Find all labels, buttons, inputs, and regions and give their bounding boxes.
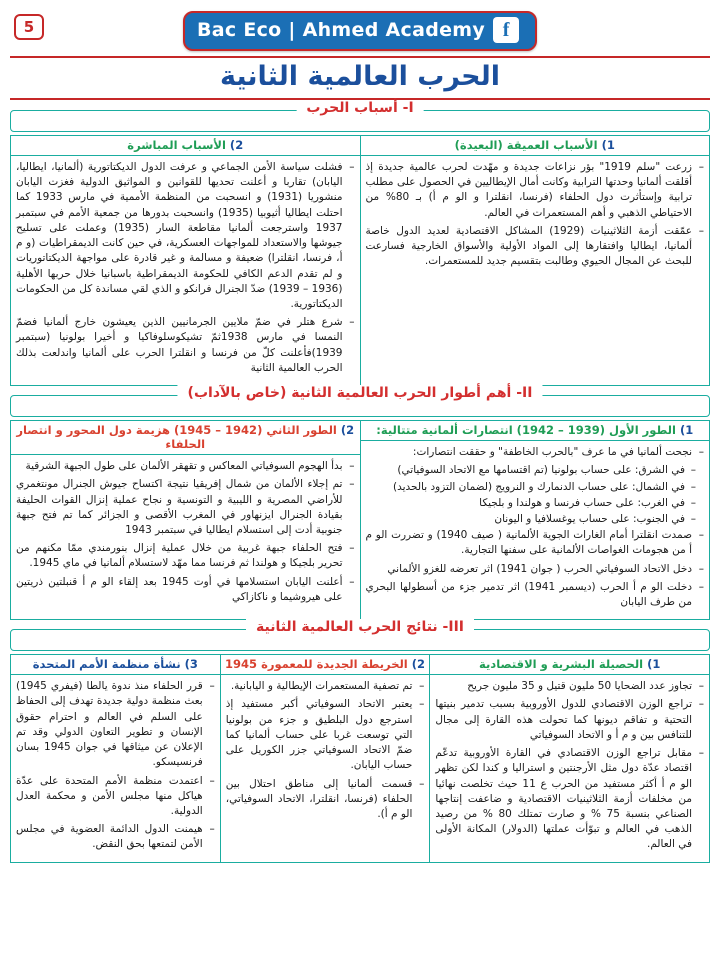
list-item: – مقابل تراجع الوزن الاقتصادي في القارة الأوروبية تدعّم اقتصاد عدّة دول مثل الأرجنتين و استراليا و كندا لكن تظهر الو م أ أكثر مستفيد من الحرب ع 11 حيث تخلصت نهائيا من مخلفات أزمة الثلاثينيات الاقتصادية و ضاعفت إنتاجها الصناعي بنسبة 75 % و صارت تمتلك 80 % من رصيد الذهب في العالم و تبوّأت عملتها (الدولار) المكانة الأولى في العالم.	[435, 746, 704, 853]
column-number: 2)	[340, 423, 355, 438]
column-number: 1)	[601, 138, 615, 152]
page-title: الحرب العالمية الثانية	[10, 56, 710, 100]
facebook-icon: f	[493, 17, 519, 43]
column-number: 3)	[184, 657, 198, 672]
causes-direct-cell	[11, 136, 361, 386]
section-causes	[10, 100, 710, 386]
stage-one-header	[361, 421, 710, 441]
section-causes-band	[10, 100, 710, 132]
list-item: – دخل الاتحاد السوفياتي الحرب ( جوان 1941) اثر تعرضه للغزو الألماني	[366, 562, 705, 577]
list-item: – فتح الحلفاء جبهة غربية من خلال عملية إنزال بنورمندي ممّا مكنهم من تحرير بلجيكا و هولندا ثم فرنسا مما مهّد لاستسلام ألمانيا في ماي 1945.	[16, 541, 355, 571]
section-causes-title: I- أسباب الحرب	[296, 100, 423, 116]
list-item: – هيمنت الدول الدائمة العضوية في مجلس الأمن لتمتعها بحق النقض.	[16, 822, 215, 852]
list-item: – قسمت ألمانيا إلى مناطق احتلال بين الحلفاء (فرنسا، انقلترا، الاتحاد السوفياتي، الو م أ).	[226, 777, 425, 823]
causes-deep-header	[361, 136, 710, 156]
list-item: – دخلت الو م أ الحرب (ديسمبر 1941) اثر تدمير جزء من أسطولها البحري من طرف اليابان	[366, 580, 705, 610]
stage-one-list	[366, 445, 705, 460]
list-item: – أعلنت اليابان استسلامها في أوت 1945 بعد إلقاء الو م أ قنبلتين ذريتين على هيروشيما و ناكازاكي	[16, 575, 355, 605]
list-item: – صمدت انقلترا أمام الغارات الجوية الألمانية ( صيف 1940) و تضررت الو م أ من هجومات الغواصات الألمانية على سفنها التجارية.	[366, 528, 705, 558]
list-item: – زرعت "سلم 1919" بؤر نزاعات جديدة و مهّدت لحرب عالمية جديدة إذ أقلقت ألمانيا وحدتها الترابية وكانت أمال الإيطاليين في الحصول على مطلب ترابية وإستأثرت دول الحلفاء (فرنسا، انقلترا و الو م أ) بـ 80% من الاحتياطي الذهبي و أهم المستعمرات في العالم.	[366, 160, 705, 221]
results-economy-cell	[430, 655, 710, 862]
section-results-table	[10, 654, 710, 862]
section-stages-title: II- أهم أطوار الحرب العالمية الثانية (خاص بالآداب)	[178, 385, 543, 401]
list-item: – اعتمدت منظمة الأمم المتحدة على عدّة هياكل منها مجلس الأمن و محكمة العدل الدولية.	[16, 774, 215, 820]
results-un-list	[16, 679, 215, 852]
causes-direct-list	[16, 160, 355, 376]
brand-logo	[183, 11, 537, 51]
column-title: الطور الثاني (1942 – 1945) هزيمة دول المحور و انتصار الحلفاء	[16, 423, 337, 452]
section-results	[10, 619, 710, 862]
causes-deep-list	[366, 160, 705, 270]
section-results-band	[10, 619, 710, 651]
results-economy-header	[430, 655, 709, 675]
column-title: الأسباب العميقة (البعيدة)	[454, 138, 598, 152]
causes-direct-header	[11, 136, 360, 156]
list-item: – بدأ الهجوم السوفياتي المعاكس و تقهقر الألمان على طول الجبهة الشرقية	[16, 459, 355, 474]
stage-one-sublist	[366, 463, 705, 527]
list-item: – في الشمال: على حساب الدنمارك و النرويج (لضمان التزود بالحديد)	[366, 480, 697, 495]
list-item: – تم إجلاء الألمان من شمال إفريقيا نتيجة اكتساح جيوش الجنرال مونتغمري للأراضي المصرية و الليبية و التونسية و نجاح عملية إنزال القوات الحليفة بقيادة الجنرال ايزنهاور في المغرب الأقصى و الجزائر كما تم فتح جبهة جنوبية أدت إلى استسلام ايطاليا في سبتمبر 1943	[16, 477, 355, 538]
column-title: نشأة منظمة الأمم المتحدة	[32, 657, 181, 672]
stage-two-header	[11, 421, 360, 455]
list-item: – في الشرق: على حساب بولونيا (تم اقتسامها مع الاتحاد السوفياتي)	[366, 463, 697, 478]
column-number: 1)	[679, 423, 694, 438]
stage-one-cell	[360, 421, 710, 620]
page-header	[10, 8, 710, 54]
results-map-header	[221, 655, 430, 675]
list-item: – في الجنوب: على حساب يوغسلافيا و اليونان	[366, 512, 697, 527]
results-map-cell	[220, 655, 430, 862]
list-item: – عمّقت أزمة الثلاثينيات (1929) المشاكل الاقتصادية لعديد الدول خاصة ألمانيا، ايطاليا وافتقارها إلى المواد الأولية والأسواق الخارجية فسارعت للبحث عن المجال الحيوي وطالبت بتقسيم جديد للمستعمرات.	[366, 224, 705, 270]
column-number: 1)	[647, 657, 661, 672]
stage-two-cell	[11, 421, 361, 620]
list-item: – تم تصفية المستعمرات الإيطالية و اليابانية.	[226, 679, 425, 694]
list-item: – يعتبر الاتحاد السوفياتي أكبر مستفيد إذ استرجع دول البلطيق و جزء من بولونيا التي توسعت غربا على حساب ألمانيا كما ضمّ الاتحاد السوفياتي جزر الكوريل على حساب اليابان.	[226, 697, 425, 773]
causes-deep-cell	[360, 136, 710, 386]
list-item: – شرع هتلر في ضمّ ملايين الجرمانيين الذين يعيشون خارج ألمانيا فضمّ النمسا في مارس 1938ثمّ تشيكوسلوفاكيا و أخيرا بولونيا (سبتمبر 1939)فأعلنت كلّ من فرنسا و انقلترا الحرب على ألمانيا واندلعت بذلك الحرب العالمية الثانية	[16, 315, 355, 376]
list-item: – تجاوز عدد الضحايا 50 مليون قتيل و 35 مليون جريح	[435, 679, 704, 694]
section-causes-table	[10, 135, 710, 386]
page-number-badge: 5	[14, 14, 44, 40]
section-stages-table	[10, 420, 710, 620]
column-title: الأسباب المباشرة	[127, 138, 226, 152]
results-un-cell	[11, 655, 221, 862]
list-item: – تراجع الوزن الاقتصادي للدول الأوروبية بسبب تدمير بنيتها التحتية و تفاقم ديونها كما تحولت هذه القارة إلى مجال للتنافس بين و م أ و الاتحاد السوفياتي	[435, 697, 704, 743]
results-economy-list	[435, 679, 704, 852]
list-item: – في الغرب: على حساب فرنسا و هولندا و بلجيكا	[366, 496, 697, 511]
column-title: الخريطة الجديدة للمعمورة 1945	[225, 657, 408, 672]
list-item: – نجحت ألمانيا في ما عرف "بالحرب الخاطفة" و حققت انتصارات:	[366, 445, 705, 460]
section-stages-band	[10, 385, 710, 417]
list-item: – فشلت سياسة الأمن الجماعي و عرفت الدول الديكتاتورية (ألمانيا، ايطاليا، اليابان) تقاربا و أعلنت تحديها للقوانين و المواثيق الدولية فغزت اليابان منشوريا (1931) و انسحبت من المنظمة الأممية في مارس 1933 كما احتلت ايطاليا أثيوبيا (1935) وانسحبت بدورها من جمعية الأمم في سبتمبر 1937 واسترجعت ألمانيا مقاطعة السار (1935) وعملت على تسليح جيوشها والاستعداد للمواجهات العسكرية، في حين كانت الديمقراطيات (و م أ، فرنسا، انقلترا) ضعيفة و مسالمة و غير قادرة على مواجهة الديكتاتوريات و لم تقدم الدعم الكافي للحكومة الديمقراطية باسبانيا خلال حربها الأهلية (1936 – 1939) ضدّ الجنرال فرانكو و الذي لقي مساندة كل من الحكومات الديكتاتورية.	[16, 160, 355, 312]
results-un-header	[11, 655, 220, 675]
stage-one-list-rest	[366, 528, 705, 610]
column-title: الطور الأول (1939 – 1942) انتصارات ألمانية متتالية:	[376, 423, 676, 438]
results-map-list	[226, 679, 425, 822]
column-number: 2)	[229, 138, 244, 152]
column-number: 2)	[411, 657, 426, 672]
section-stages	[10, 385, 710, 620]
section-results-title: III- نتائج الحرب العالمية الثانية	[246, 619, 474, 635]
column-title: الحصيلة البشرية و الاقتصادية	[479, 657, 644, 672]
list-item: – قرر الحلفاء منذ ندوة يالطا (فيفري 1945) بعث منظمة دولية جديدة تهدف إلى الحفاظ على السلم في العالم و احترام حقوق الإنسان و تطوير التعاون الدولي وقد تم الإعلان عن ميثاقها في جوان 1945 بسان فرنسيسكو.	[16, 679, 215, 770]
brand-name: Bac Eco | Ahmed Academy	[196, 19, 486, 41]
stage-two-list	[16, 459, 355, 605]
